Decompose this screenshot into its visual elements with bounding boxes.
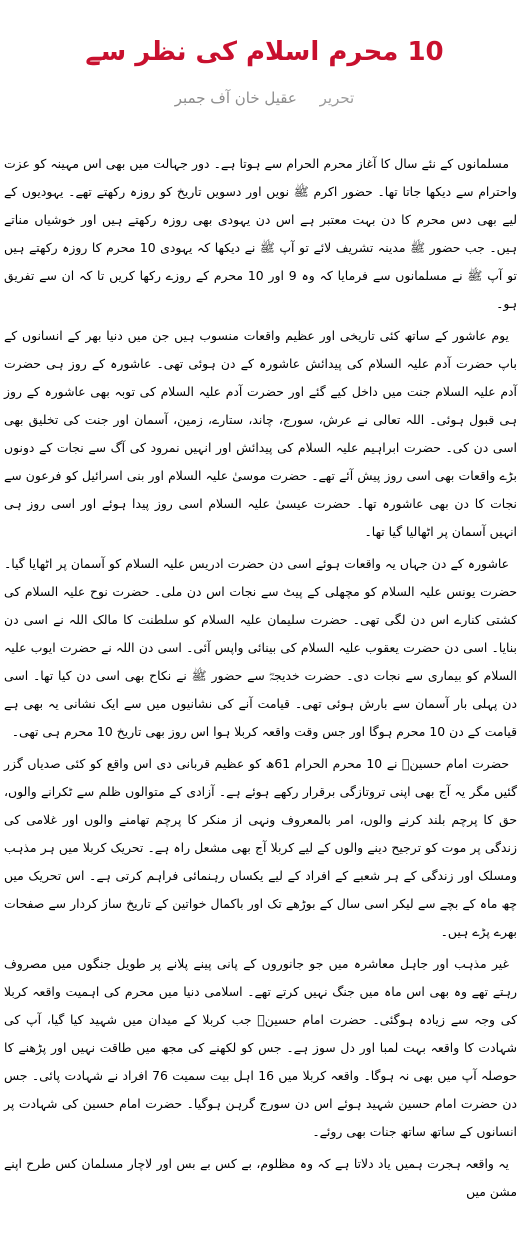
byline [0,86,529,110]
article-body [4,150,517,1210]
paragraph: یہ واقعہ ہجرت ہمیں یاد دلاتا ہے کہ وہ مظلوم، بے کس بے بس اور لاچار مسلمان کس طرح اپنے مشن میں [4,1156,517,1199]
paragraph: غیر مذہب اور جاہل معاشرہ میں جو جانوروں کے پانی پینے پلانے پر طویل جنگوں میں مصروف رہتے تھے وہ بھی اس ماہ میں جنگ نہیں کرتے تھے۔ اسلامی دنیا میں محرم کی اہمیت واقعہ کربلا کی وجہ سے زیادہ ہوگئی۔ حضرت امام حسینؓ جب کربلا کے میدان میں شہید کیا گیا، آپ کی شہادت کا واقعہ بہت لمبا اور دل سوز ہے۔ جس کو لکھنے کی مجھ میں طاقت نہیں اور پڑھنے کا حوصلہ آپ میں بھی نہ ہوگا۔ واقعہ کربلا میں 16 اہل بیت سمیت 76 افراد نے شہادت پائی۔ جس دن حضرت امام حسین شہید ہوئے اس دن سورج گرہن ہوگیا۔ حضرت امام حسین کی شہادت پر انسانوں کے ساتھ ساتھ جنات بھی روئے۔ [4,956,517,1139]
author-name: عقیل خان آف جمبر [174,89,297,107]
byline-label: تحریر [319,89,355,107]
paragraph: عاشورہ کے دن جہاں یہ واقعات ہوئے اسی دن حضرت ادریس علیہ السلام کو آسمان پر اٹھایا گیا۔ حضرت یونس علیہ السلام کو مچھلی کے پیٹ سے نجات اس دن ملی۔ حضرت نوح علیہ السلام کی کشتی کنارے اس دن لگی تھی۔ حضرت سلیمان علیہ السلام کو سلطنت کا مالک اللہ نے اسی دن بنایا۔ اسی دن حضرت یعقوب علیہ السلام کی بینائی واپس آئی۔ اسی دن اللہ نے حضرت ایوب علیہ السلام کو بیماری سے نجات دی۔ حضرت خدیجہؓ سے حضور ﷺ نے نکاح بھی اسی دن کیا تھا۔ اسی دن پہلی بار آسمان سے بارش ہوئی تھی۔ قیامت آنے کی نشانیوں میں سے ایک نشانی یہ بھی ہے قیامت کے دن 10 محرم ہوگا اور جس وقت واقعہ کربلا ہوا اس روز بھی تاریخ 10 محرم ہی تھی۔ [4,556,517,739]
article-title: 10 محرم اسلام کی نظر سے [85,37,444,67]
paragraph: حضرت امام حسینؓ نے 10 محرم الحرام 61ھ کو عظیم قربانی دی اس واقع کو کئی صدیاں گزر گئیں مگر یہ آج بھی اپنی تروتازگی برقرار رکھے ہوئے ہے۔ آزادی کے متوالوں ظلم سے ٹکرانے والوں، حق کا پرچم بلند کرنے والوں، امر بالمعروف ونہی از منکر کا پرچم تھامنے والوں اور غلامی کی زندگی پر موت کو ترجیح دینے والوں کے لیے کربلا آج بھی مشعل راہ ہے۔ تحریک کربلا میں ہر مذہب ومسلک اور زندگی کے ہر شعبے کے افراد کے لیے یکساں رہنمائی فراہم کرتی ہے۔ اس تحریک میں چھ ماہ کے بچے سے لیکر اسی سال کے بوڑھے تک اور باکمال خواتین کے تاریخ ساز کردار سے صفحات بھرے پڑے ہیں۔ [4,756,517,939]
paragraph: مسلمانوں کے نئے سال کا آغاز محرم الحرام سے ہوتا ہے۔ دور جہالت میں بھی اس مہینہ کو عزت واحترام سے دیکھا جاتا تھا۔ حضور اکرم ﷺ نویں اور دسویں تاریخ کو روزہ رکھتے تھے۔ یہودیوں کے لیے بھی دس محرم کا دن بہت معتبر ہے اس دن یہودی بھی روزہ رکھتے ہیں اور خوشیاں مناتے ہیں۔ جب حضور ﷺ مدینہ تشریف لائے تو آپ ﷺ نے دیکھا کہ یہودی 10 محرم کا روزہ رکھتے ہیں تو آپ ﷺ نے مسلمانوں سے فرمایا کہ وہ 9 اور 10 محرم کے روزے رکھا کریں تا کہ ان سے تفریق ہو۔ [4,156,518,311]
paragraph: یوم عاشور کے ساتھ کئی تاریخی اور عظیم واقعات منسوب ہیں جن میں دنیا بھر کے انسانوں کے باپ حضرت آدم علیہ السلام کی پیدائش عاشورہ کے دن ہوئی تھی۔ عاشورہ کے روز ہی حضرت آدم علیہ السلام جنت میں داخل کیے گئے اور حضرت آدم علیہ السلام کی توبہ بھی عاشورہ کے روز ہی قبول ہوئی۔ اللہ تعالی نے عرش، سورج، چاند، ستارے، زمین، آسمان اور جنت کی تخلیق بھی اسی دن کی۔ حضرت ابراہیم علیہ السلام کی پیدائش اور انہیں نمرود کی آگ سے نجات کے دونوں بڑے واقعات بھی اسی روز پیش آئے تھے۔ حضرت موسیٰ علیہ السلام اور بنی اسرائیل کو فرعون سے نجات کا دن بھی عاشورہ تھا۔ حضرت عیسیٰ علیہ السلام اسی روز پیدا ہوئے اور اسی روز ہی انہیں آسمان پر اٹھالیا گیا تھا۔ [4,328,517,539]
